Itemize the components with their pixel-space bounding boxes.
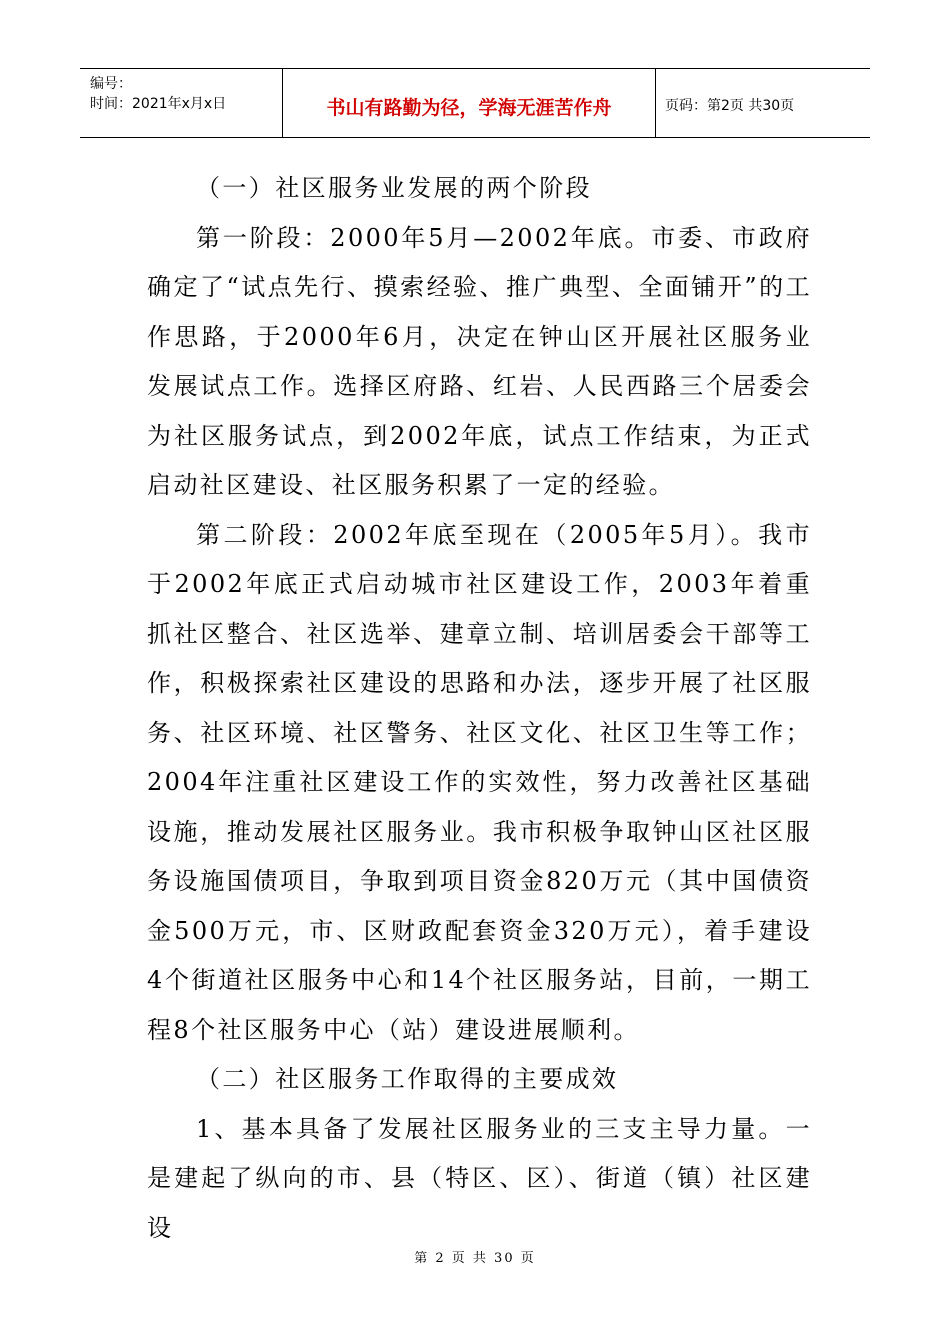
header-motto: 书山有路勤为径，学海无涯苦作舟 xyxy=(326,97,612,119)
document-body xyxy=(147,164,812,1253)
page-footer: 第 2 页 共 30 页 xyxy=(414,1251,536,1266)
document-date-label: 时间：2021年x月x日 xyxy=(90,96,227,112)
page-header xyxy=(80,68,870,138)
section-heading-stages: （一）社区服务业发展的两个阶段 xyxy=(196,174,592,202)
paragraph-stage-one: 第一阶段：2000年5月—2002年底。市委、市政府确定了“试点先行、摸索经验、推广典型、全面铺开”的工作思路，于2000年6月，决定在钟山区开展社区服务业发展试点工作。选择区府路、红岩、人民西路三个居委会为社区服务试点，到2002年底，试点工作结束，为正式启动社区建设、社区服务积累了一定的经验。 xyxy=(147,223,812,499)
paragraph-achievement-one: 1、基本具备了发展社区服务业的三支主导力量。一是建起了纵向的市、县（特区、区）、街道（镇）社区建设 xyxy=(147,1114,812,1242)
header-page-number: 页码：第2页 共30页 xyxy=(665,98,795,114)
header-page-cell xyxy=(655,69,870,137)
header-motto-cell xyxy=(282,69,656,137)
header-meta xyxy=(80,69,282,137)
paragraph-stage-two: 第二阶段：2002年底至现在（2005年5月）。我市于2002年底正式启动城市社区建设工作，2003年着重抓社区整合、社区选举、建章立制、培训居委会干部等工作，积极探索社区建设的思路和办法，逐步开展了社区服务、社区环境、社区警务、社区文化、社区卫生等工作；2004年注重社区建设工作的实效性，努力改善社区基础设施，推动发展社区服务业。我市积极争取钟山区社区服务设施国债项目，争取到项目资金820万元（其中国债资金500万元，市、区财政配套资金320万元），着手建设4个街道社区服务中心和14个社区服务站，目前，一期工程8个社区服务中心（站）建设进展顺利。 xyxy=(147,520,812,1044)
section-heading-achievements: （二）社区服务工作取得的主要成效 xyxy=(196,1065,619,1093)
document-number-label: 编号： xyxy=(90,76,132,92)
